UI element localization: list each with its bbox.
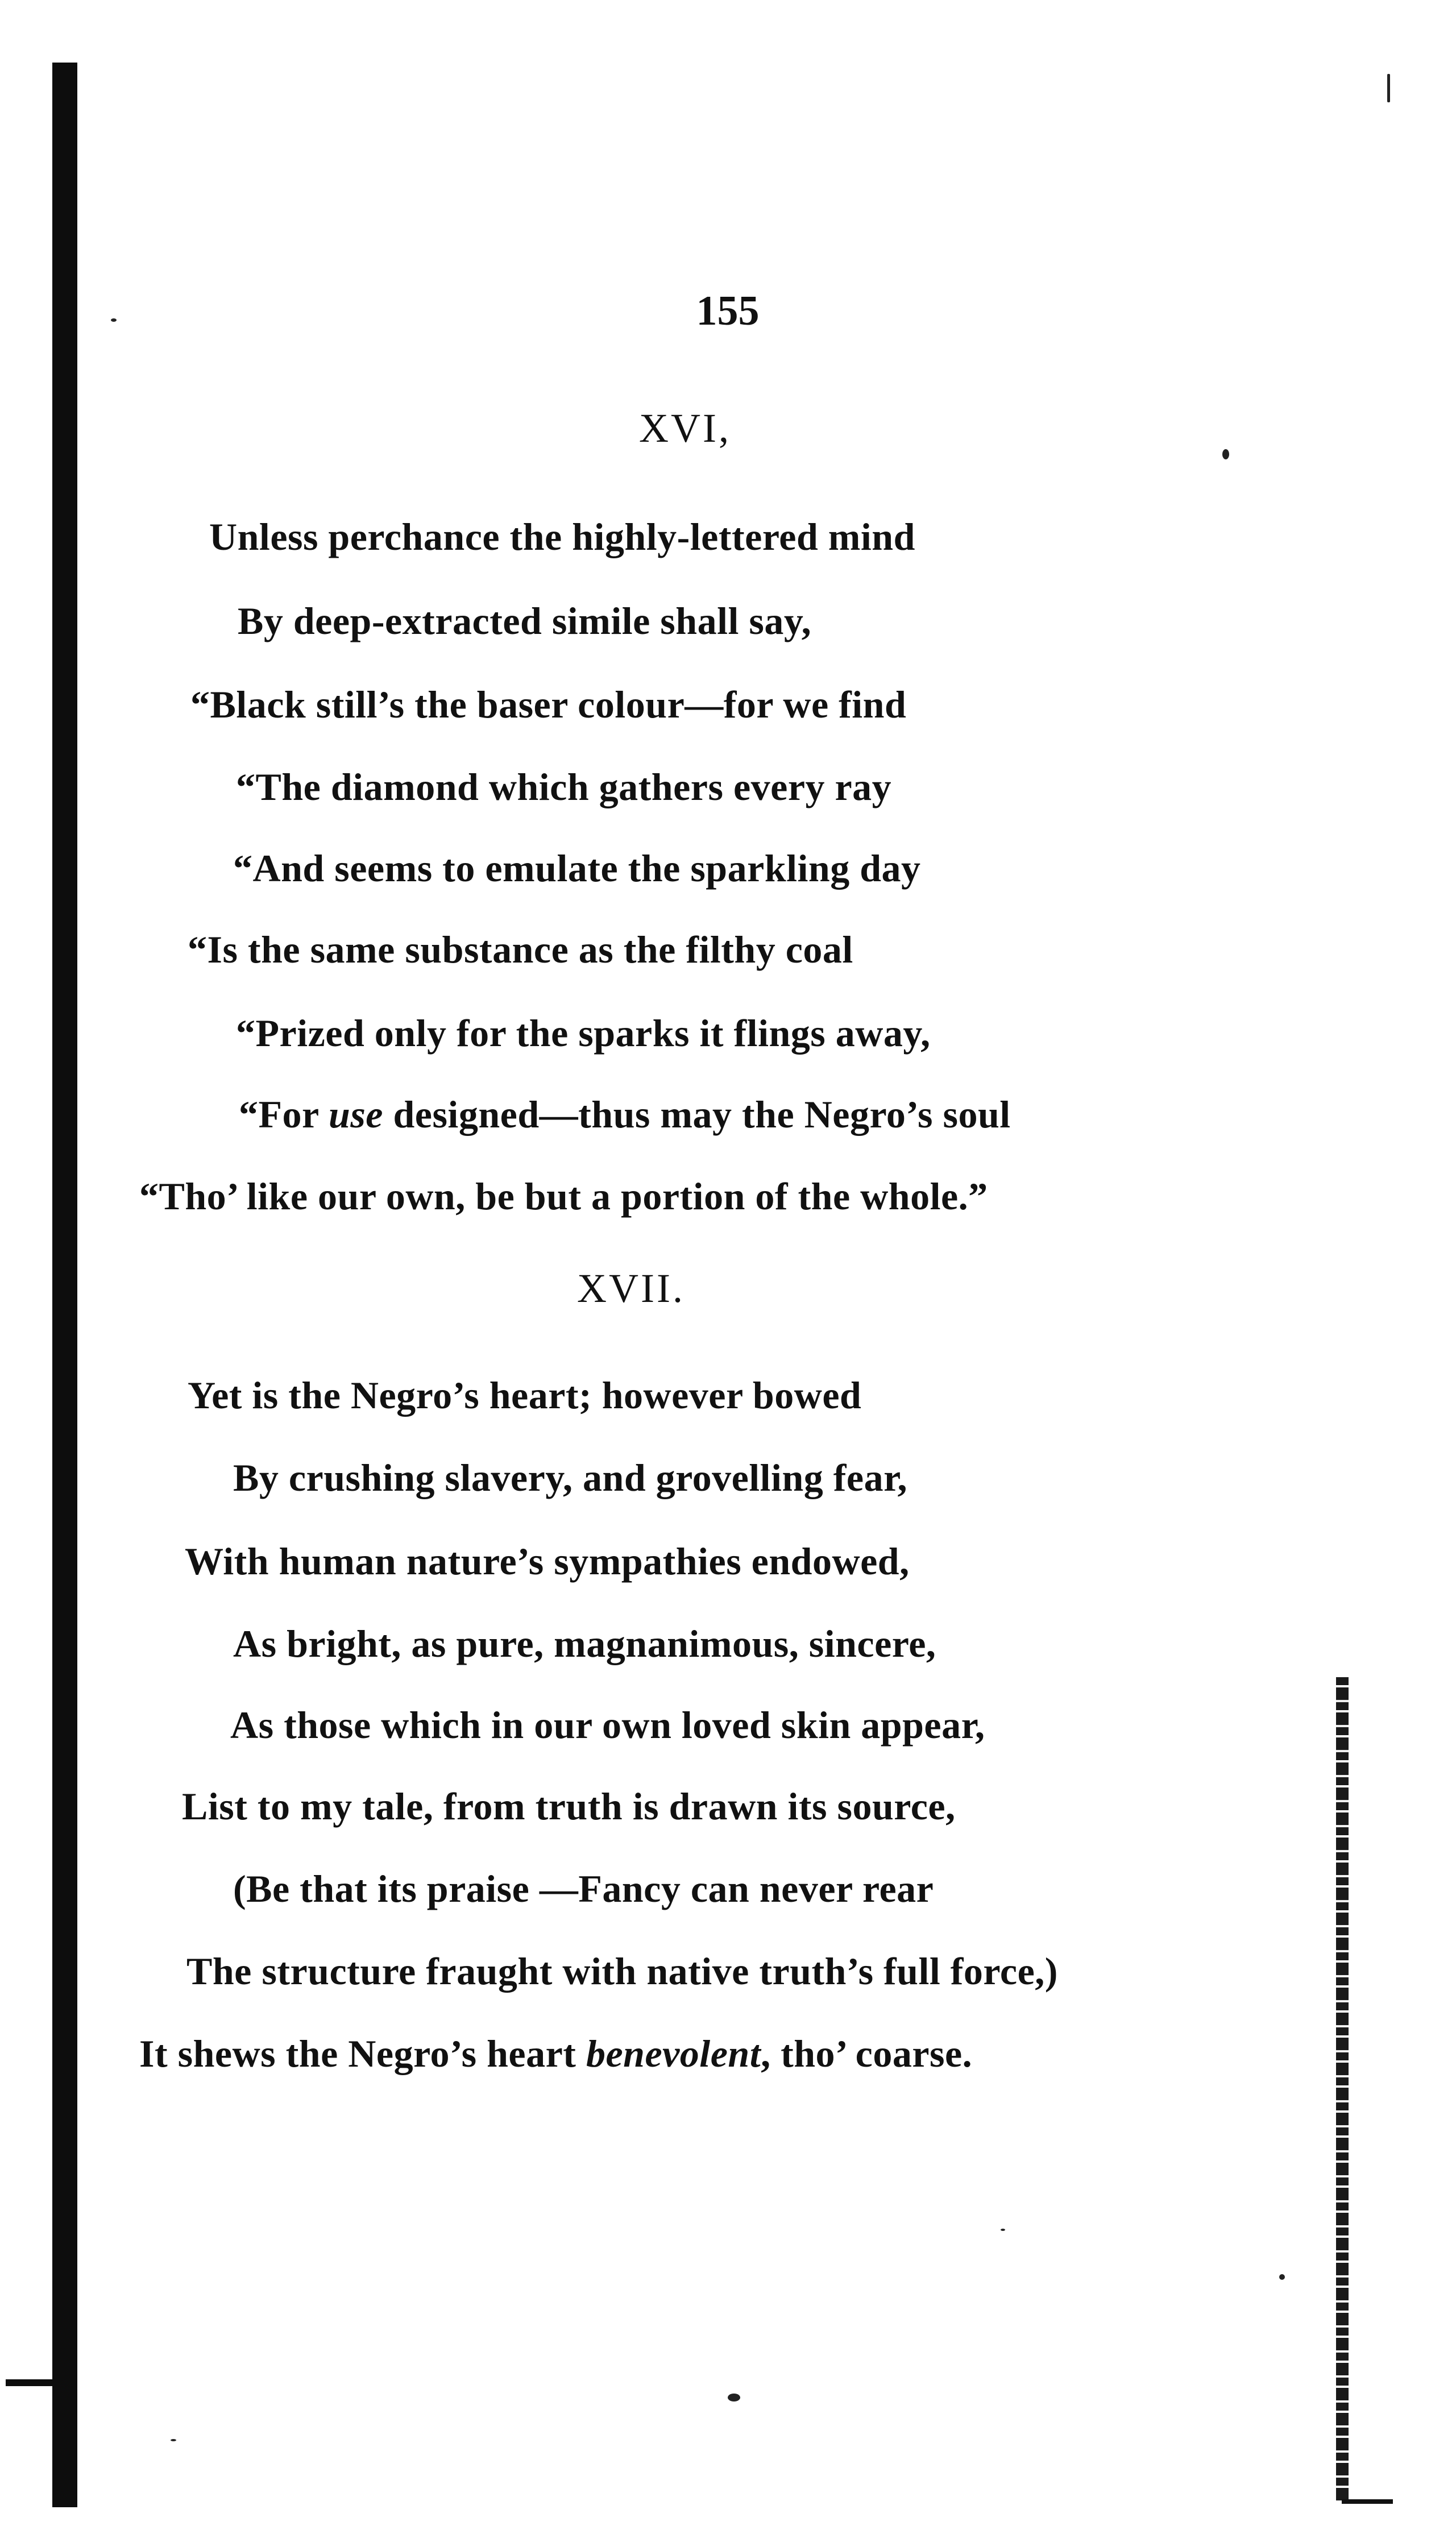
verse-line: “Is the same substance as the filthy coal [188,928,853,971]
ink-speck [1279,2274,1285,2280]
verse-line: “The diamond which gathers every ray [236,765,892,808]
verse-line: “Black still’s the baser colour—for we find [190,683,907,726]
verse-line: As those which in our own loved skin appear, [230,1703,985,1747]
verse-line: “For use designed—thus may the Negro’s soul [239,1093,1011,1136]
verse-line: Yet is the Negro’s heart; however bowed [188,1374,862,1417]
ink-speck [171,2439,176,2441]
verse-line: “Prized only for the sparks it flings away, [236,1011,931,1055]
page-right-edge [1336,1677,1349,2502]
verse-line: Unless perchance the highly-lettered mind [209,515,915,558]
stanza-number: XVI, [639,405,731,451]
page-number: 155 [696,288,760,334]
verse-line: (Be that its praise —Fancy can never rear [233,1867,934,1910]
page-binding-edge [52,63,77,2507]
ink-speck [1001,2229,1005,2231]
ink-speck [1222,449,1229,459]
ink-speck [111,318,117,322]
verse-line: The structure fraught with native truth’s full force,) [186,1950,1058,1993]
stanza-number: XVII. [577,1266,685,1311]
verse-line: As bright, as pure, magnanimous, sincere, [233,1622,936,1665]
verse-line: “Tho’ like our own, be but a portion of the whole.” [139,1175,988,1218]
page-binding-foot [6,2379,57,2386]
ink-speck [728,2394,740,2401]
page-right-edge-foot [1342,2499,1393,2504]
ink-speck [1387,74,1390,102]
verse-line: By crushing slavery, and grovelling fear, [233,1456,908,1499]
verse-line: It shews the Negro’s heart benevolent, tho’ coarse. [139,2032,973,2075]
verse-line: With human nature’s sympathies endowed, [185,1540,910,1583]
verse-line: By deep-extracted simile shall say, [238,599,812,642]
verse-line: “And seems to emulate the sparkling day [233,847,921,890]
verse-line: List to my tale, from truth is drawn its source, [182,1785,956,1828]
